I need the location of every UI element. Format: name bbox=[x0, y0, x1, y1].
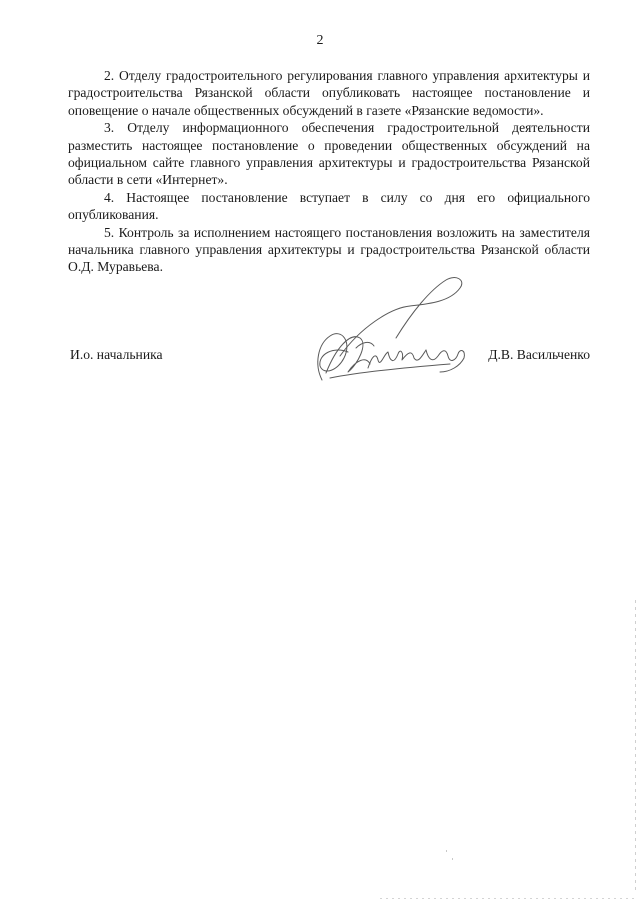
signatory-title: И.о. начальника bbox=[70, 347, 163, 362]
scan-artifact-bottom bbox=[380, 898, 635, 899]
signature-block bbox=[68, 347, 590, 367]
scan-artifact-edge bbox=[635, 600, 636, 890]
scan-speck bbox=[446, 850, 447, 852]
signatory-name: Д.В. Васильченко bbox=[488, 347, 590, 362]
document-body bbox=[68, 67, 590, 276]
handwritten-signature bbox=[300, 268, 475, 398]
paragraph-2: 2. Отделу градостроительного регулирования главного управления архитектуры и градостроительства Рязанской области опубликовать настоящее постановление и оповещение о начале общественных обсуждений в газете «Рязанские ведомости». bbox=[68, 68, 590, 118]
paragraph-4: 4. Настоящее постановление вступает в силу со дня его официального опубликования. bbox=[68, 189, 590, 223]
scan-speck bbox=[452, 858, 453, 860]
page-number: 2 bbox=[316, 33, 324, 48]
paragraph-5: 5. Контроль за исполнением настоящего постановления возложить на заместителя начальника главного управления архитектуры и градостроительства Рязанской области О.Д. Муравьева. bbox=[68, 224, 590, 275]
paragraph-3: 3. Отделу информационного обеспечения градостроительной деятельности разместить настоящее постановление о проведении общественных обсуждений на официальном сайте главного управления архитектуры и градостроительства Рязанской области в сети «Интернет». bbox=[68, 120, 590, 188]
